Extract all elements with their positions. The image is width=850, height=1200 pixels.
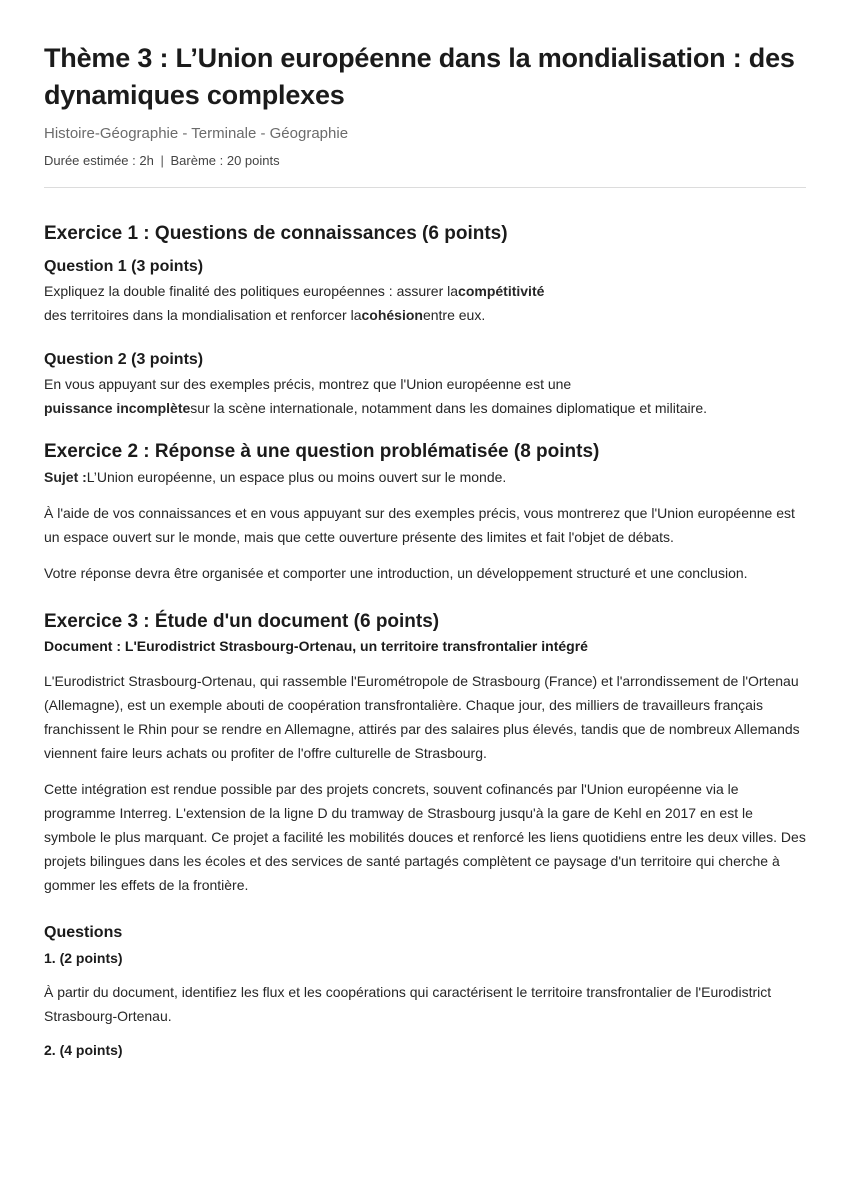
exercise-1 bbox=[44, 221, 806, 420]
q1-text-part: entre eux. bbox=[422, 307, 486, 323]
exercise-3-questions bbox=[44, 922, 806, 1060]
header-divider bbox=[44, 187, 806, 188]
exercise-3-title: Exercice 3 : Étude d'un document (6 points) bbox=[44, 611, 440, 632]
q1-keyword-competitivite: compétitivité bbox=[458, 283, 545, 299]
page-title: Thème 3 : L’Union européenne dans la mondialisation : des dynamiques complexes bbox=[44, 43, 795, 110]
q1-keyword-cohesion: cohésion bbox=[361, 307, 423, 323]
q1-text-part: Expliquez la double finalité des politiques européennes : assurer la bbox=[44, 283, 459, 299]
duration-text: Durée estimée : 2h bbox=[44, 153, 154, 168]
question-2 bbox=[44, 349, 806, 420]
meta-separator: | bbox=[160, 153, 164, 168]
exercise-2 bbox=[44, 439, 806, 585]
question-1 bbox=[44, 256, 806, 327]
scale-text: Barème : 20 points bbox=[170, 153, 280, 168]
subject-label: Sujet : bbox=[44, 469, 87, 485]
exercise-3 bbox=[44, 609, 806, 1060]
question-1-label: 1. (2 points) bbox=[44, 950, 123, 966]
question-2-title: Question 2 (3 points) bbox=[44, 351, 204, 368]
question-2-label: 2. (4 points) bbox=[44, 1042, 123, 1058]
q2-text-part: En vous appuyant sur des exemples précis, montrez que l'Union européenne est une bbox=[44, 376, 572, 392]
q1-text-part: des territoires dans la mondialisation et renforcer la bbox=[44, 307, 362, 323]
exercise-2-subject bbox=[44, 465, 806, 489]
questions-heading: Questions bbox=[44, 924, 123, 941]
question-2-text bbox=[44, 372, 806, 420]
subject-text: L’Union européenne, un espace plus ou moins ouvert sur le monde. bbox=[86, 469, 507, 485]
document-paragraph: L'Eurodistrict Strasbourg-Ortenau, qui rassemble l'Eurométropole de Strasbourg (France) et l'arrondissement de l'Ortenau (Allemagne), est un exemple abouti de coopération transfrontalière. Chaque jour, des milliers de travailleurs français franchissent le Rhin pour se rendre en Allemagne, attirés par des salaires plus élevés, tandis que de nombreux Allemands viennent faire leurs achats ou profiter de l'offre culturelle de Strasbourg. bbox=[44, 673, 800, 761]
exercise-2-title: Exercice 2 : Réponse à une question problématisée (8 points) bbox=[44, 441, 600, 462]
exam-meta bbox=[44, 152, 806, 170]
q2-text-part: sur la scène internationale, notamment dans les domaines diplomatique et militaire. bbox=[190, 400, 708, 416]
exercise-2-format-note: Votre réponse devra être organisée et comporter une introduction, un développement structuré et une conclusion. bbox=[44, 565, 748, 581]
question-1-text bbox=[44, 279, 806, 327]
q2-keyword-puissance-incomplete: puissance incomplète bbox=[44, 400, 191, 416]
exam-header bbox=[44, 40, 806, 188]
document-title: Document : L'Eurodistrict Strasbourg-Ortenau, un territoire transfrontalier intégré bbox=[44, 638, 588, 654]
question-1-text: À partir du document, identifiez les flux et les coopérations qui caractérisent le territoire transfrontalier de l'Eurodistrict Strasbourg-Ortenau. bbox=[44, 984, 772, 1024]
document-paragraph: Cette intégration est rendue possible par des projets concrets, souvent cofinancés par l'Union européenne via le programme Interreg. L'extension de la ligne D du tramway de Strasbourg jusqu'à la gare de Kehl en 2017 en est le symbole le plus marquant. Ce projet a facilité les mobilités douces et renforcé les liens quotidiens entre les deux villes. Des projets bilingues dans les écoles et des services de santé partagés complètent ce paysage d'un territoire qui cherche à gommer les effets de la frontière. bbox=[44, 781, 806, 893]
subject-subtitle: Histoire-Géographie - Terminale - Géographie bbox=[44, 125, 349, 142]
exercise-1-title: Exercice 1 : Questions de connaissances (6 points) bbox=[44, 223, 508, 244]
question-1-title: Question 1 (3 points) bbox=[44, 258, 204, 275]
exercise-2-instructions: À l'aide de vos connaissances et en vous appuyant sur des exemples précis, vous montrerez que l'Union européenne est un espace ouvert sur le monde, mais que cette ouverture présente des limites et fait l'objet de débats. bbox=[44, 505, 795, 545]
